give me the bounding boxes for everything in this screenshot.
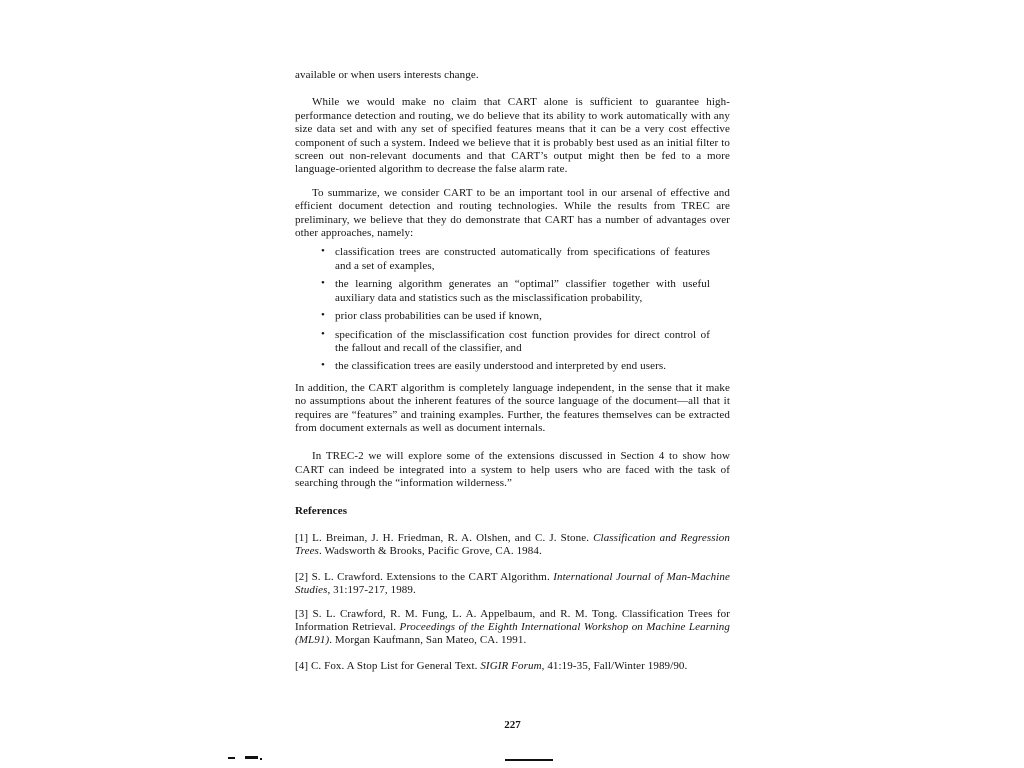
references-heading: References [295, 504, 348, 517]
bullet-icon: • [321, 327, 325, 340]
scan-artifact-rule-icon [505, 759, 553, 761]
list-item [321, 277, 710, 305]
reference-text: . Wadsworth & Brooks, Pacific Grove, CA. 1984. [318, 545, 542, 558]
reference-text: [4] C. Fox. A Stop List for General Text. [295, 659, 481, 672]
list-item-text: the learning algorithm generates an “optimal” classifier together with useful auxiliary data and statistics such as the misclassification probability, [335, 278, 710, 304]
reference-title-italic: International Journal of Man-Machine Studies [295, 570, 730, 597]
paragraph-trec2: In TREC-2 we will explore some of the extensions discussed in Section 4 to show how CART can indeed be integrated into a system to help users who are faced with the task of searching through the “information wilderness.” [295, 450, 730, 490]
reference-text: , 31:197-217, 1989. [327, 584, 416, 597]
list-item [321, 245, 710, 273]
list-item-text: classification trees are constructed automatically from specifications of features and a set of examples, [335, 246, 710, 272]
list-item-text: the classification trees are easily understood and interpreted by end users. [335, 360, 667, 373]
scan-artifact-dash-icon [228, 757, 235, 759]
bullet-icon: • [321, 309, 325, 322]
reference-text: , 41:19-35, Fall/Winter 1989/90. [541, 659, 688, 672]
paragraph-summarize: To summarize, we consider CART to be an important tool in our arsenal of effective and efficient document detection and routing technologies. While the results from TREC are preliminary, we believe that they do demonstrate that CART has a number of advantages over other approaches, namely: [295, 186, 730, 240]
bullet-icon: • [321, 245, 325, 258]
advantages-bullet-list [295, 246, 730, 373]
reference-text: [3] S. L. Crawford, R. M. Fung, L. A. Appelbaum, and R. M. Tong. Classification Trees for Information Retrieval. [295, 607, 730, 633]
bullet-icon: • [321, 277, 325, 290]
list-item [321, 327, 710, 356]
reference-text: [1] L. Breiman, J. H. Friedman, R. A. Olshen, and C. J. Stone. [295, 531, 594, 544]
text-column [295, 69, 730, 673]
list-item-text: specification of the misclassification cost function provides for direct control of the fallout and recall of the classifier, and [335, 328, 710, 354]
page-number: 227 [504, 719, 521, 731]
paragraph-cart-claim: While we would make no claim that CART alone is sufficient to guarantee high-performance detection and routing, we do believe that its ability to work automatically with any size data set and with any set of specified features means that it can be a very cost effective component of such a system. Indeed we believe that it is probably best used as an initial filter to screen out non-relevant documents and that CART’s output might then be fed to a more language-oriented algorithm to decrease the false alarm rate. [295, 96, 730, 176]
reference-text: [2] S. L. Crawford. Extensions to the CART Algorithm. [295, 570, 554, 583]
scan-artifact-dot-icon [260, 758, 262, 760]
paragraph-continuation: available or when users interests change. [295, 69, 479, 81]
reference-text: . Morgan Kaufmann, San Mateo, CA. 1991. [329, 634, 527, 647]
bullet-icon: • [321, 359, 325, 372]
reference-title-italic: Classification and Regression Trees [295, 531, 731, 558]
reference-title-italic: SIGIR Forum [480, 659, 542, 672]
reference-entry-3 [295, 608, 730, 648]
list-item [321, 309, 710, 323]
list-item-text: prior class probabilities can be used if known, [335, 310, 542, 323]
reference-entry-1 [295, 532, 730, 559]
scan-artifact-dash-icon [245, 756, 258, 759]
list-item [321, 359, 710, 373]
paragraph-language-independent: In addition, the CART algorithm is completely language independent, in the sense that it make no assumptions about the inherent features of the source language of the document—all that it requires are “features” and training examples. Further, the features themselves can be extracted from document externals as well as document internals. [295, 381, 730, 434]
reference-entry-4 [295, 660, 730, 673]
reference-title-italic: Proceedings of the Eighth International Workshop on Machine Learning (ML91) [295, 621, 731, 647]
reference-entry-2 [295, 571, 730, 598]
